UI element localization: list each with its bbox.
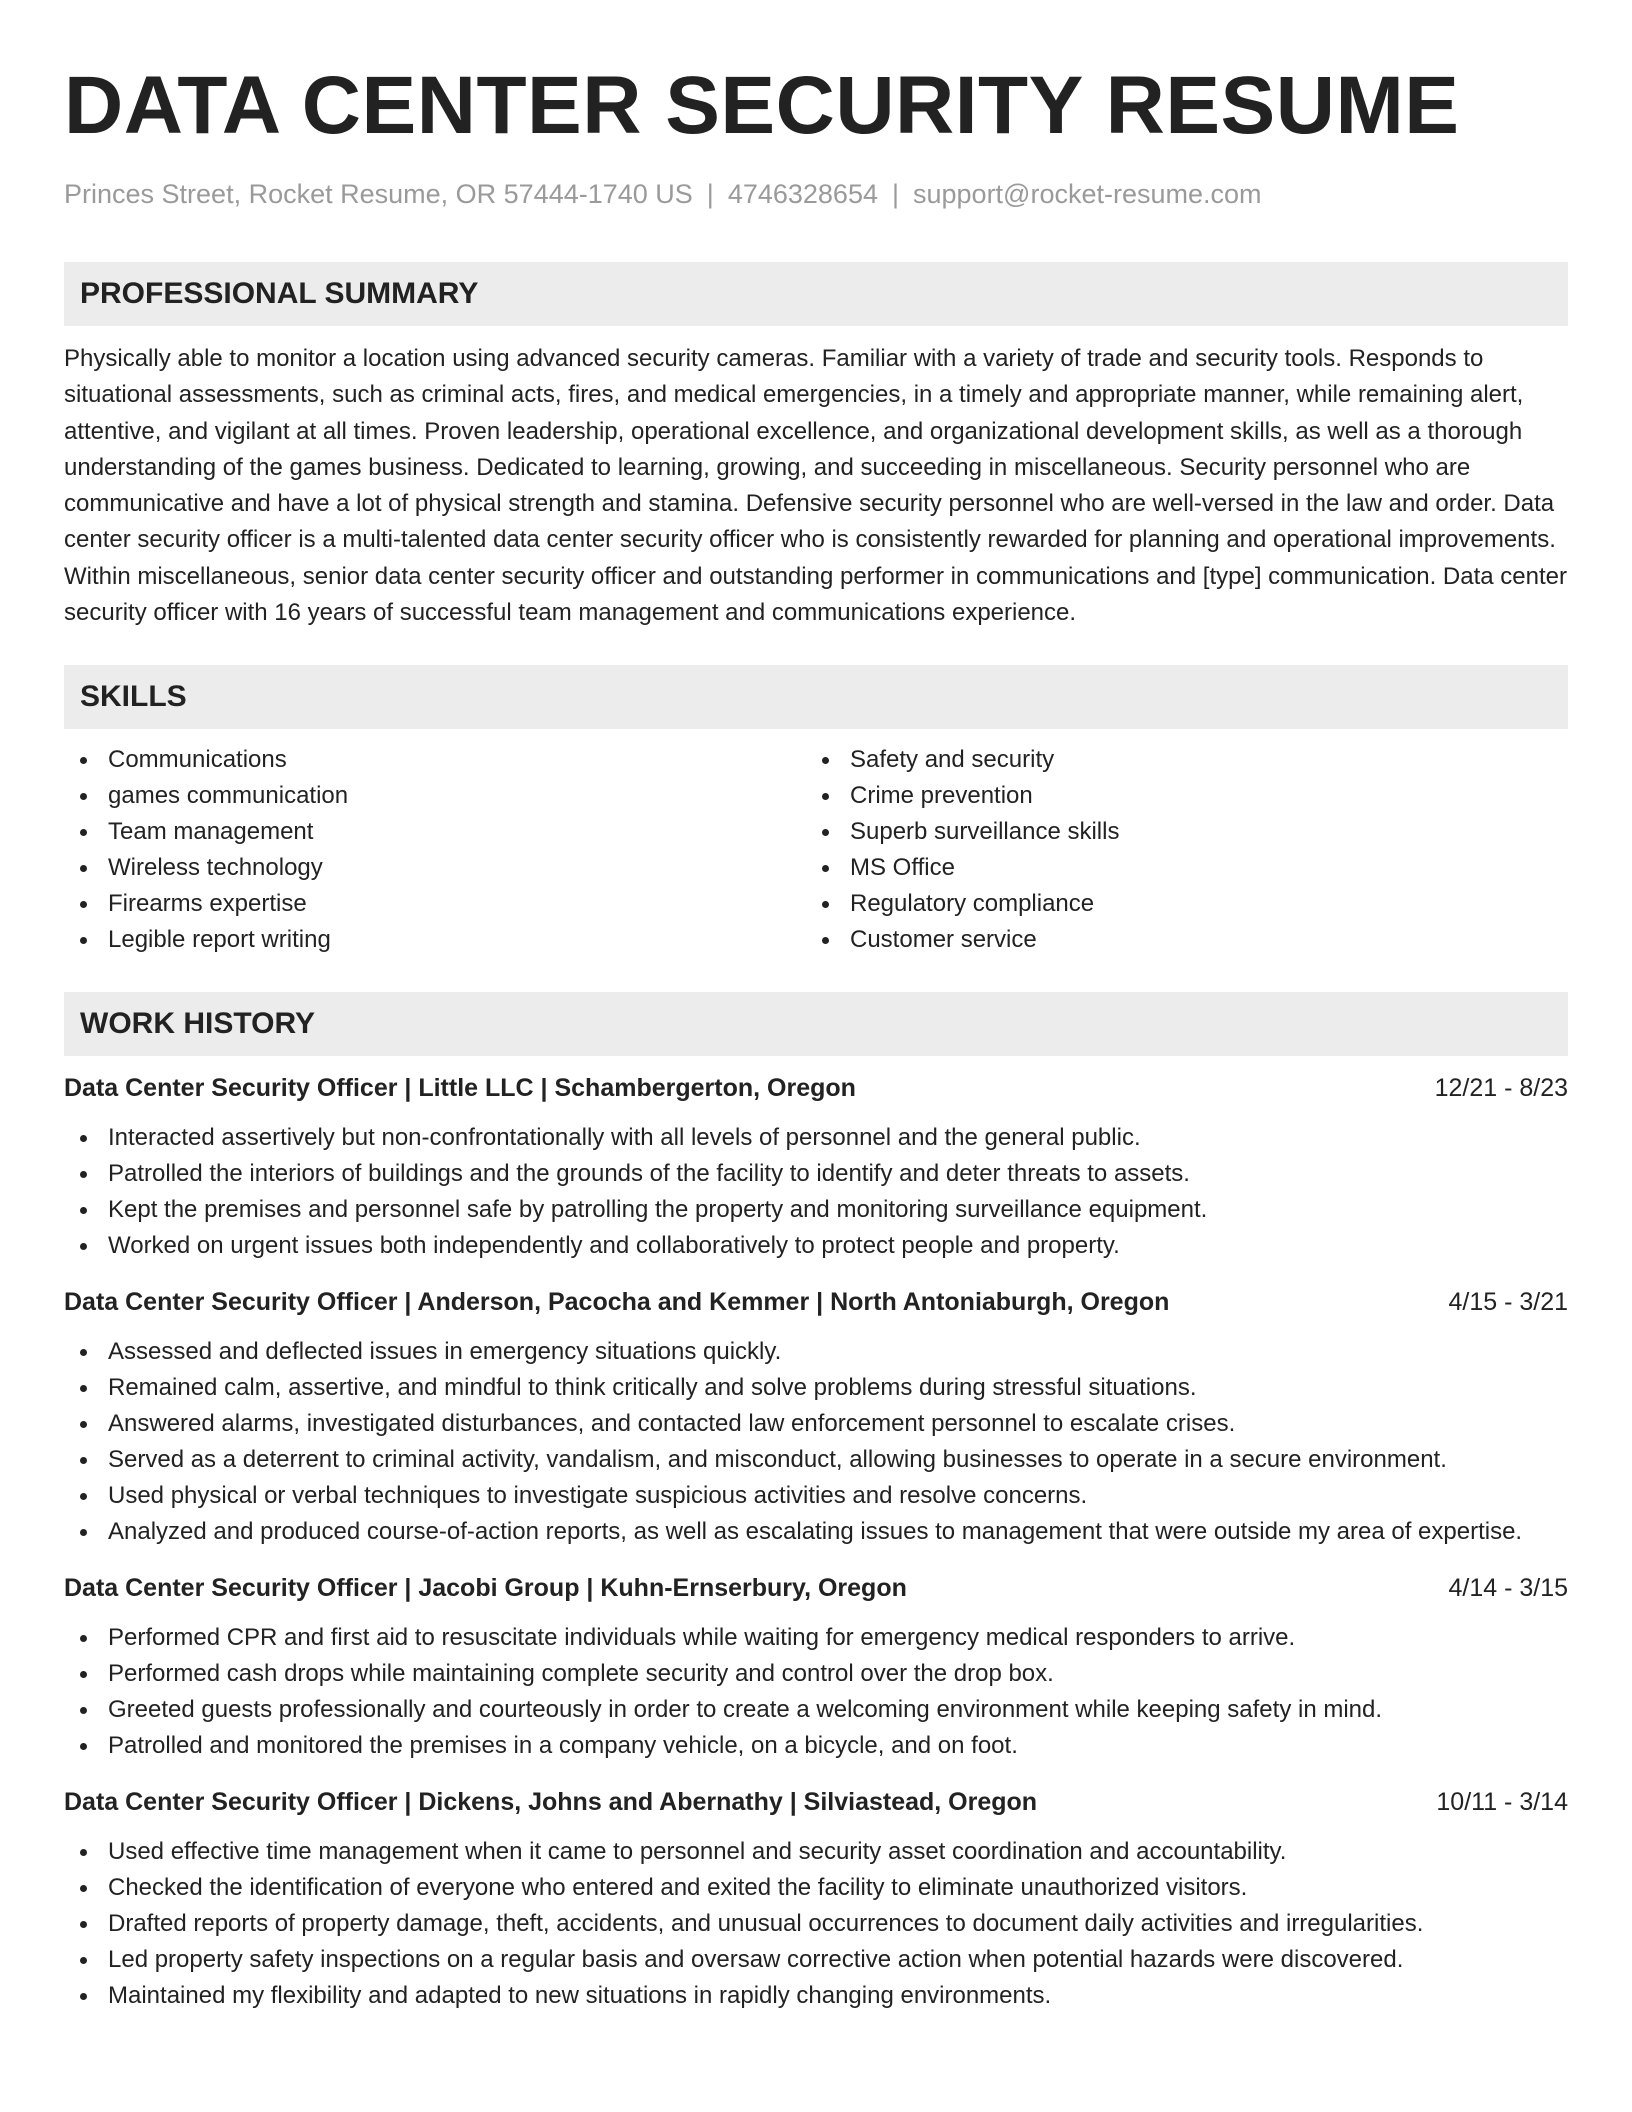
skill-item: Superb surveillance skills <box>806 814 1548 850</box>
skill-item: Safety and security <box>806 742 1548 778</box>
skill-item: Firearms expertise <box>64 886 806 922</box>
skill-item: Communications <box>64 742 806 778</box>
summary-text: Physically able to monitor a location using advanced security cameras. Familiar with a variety of trade and security tools. Responds to situational assessments, such as criminal acts, fires, and medical emergencies, in a timely and appropriate manner, while remaining alert, attentive, and vigilant at all times. Proven leadership, operational excellence, and organizational development skills, as well as a thorough understanding of the games business. Dedicated to learning, growing, and succeeding in miscellaneous. Security personnel who are communicative and have a lot of physical strength and stamina. Defensive security personnel who are well-versed in the law and order. Data center security officer is a multi-talented data center security officer who is consistently rewarded for planning and operational improvements. Within miscellaneous, senior data center security officer and outstanding performer in communications and [type] communication. Data center security officer with 16 years of successful team management and communications experience. <box>64 345 1567 627</box>
job-bullet: Used effective time management when it came to personnel and security asset coordination and accountability. <box>64 1834 1568 1870</box>
skill-item: MS Office <box>806 850 1548 886</box>
job-entry <box>64 1784 1568 2014</box>
contact-line <box>64 176 1568 212</box>
contact-address: Princes Street, Rocket Resume, OR 57444-1740 US <box>64 179 693 209</box>
job-bullet: Drafted reports of property damage, theft, accidents, and unusual occurrences to document daily activities and irregularities. <box>64 1906 1568 1942</box>
skill-item: Regulatory compliance <box>806 886 1548 922</box>
job-bullet: Greeted guests professionally and courteously in order to create a welcoming environment while keeping safety in mind. <box>64 1692 1568 1728</box>
skill-item: Legible report writing <box>64 922 806 958</box>
job-header <box>64 1570 1568 1606</box>
job-title: Data Center Security Officer | Anderson, Pacocha and Kemmer | North Antoniaburgh, Oregon <box>64 1288 1170 1317</box>
job-dates: 12/21 - 8/23 <box>1434 1074 1568 1103</box>
job-bullet: Used physical or verbal techniques to investigate suspicious activities and resolve concerns. <box>64 1478 1568 1514</box>
job-title: Data Center Security Officer | Jacobi Group | Kuhn-Ernserbury, Oregon <box>64 1574 907 1603</box>
job-dates: 4/15 - 3/21 <box>1448 1288 1568 1317</box>
skills-column-left <box>64 742 806 958</box>
job-bullet: Maintained my flexibility and adapted to new situations in rapidly changing environments. <box>64 1978 1568 2014</box>
job-bullet: Patrolled the interiors of buildings and the grounds of the facility to identify and deter threats to assets. <box>64 1156 1568 1192</box>
skill-item: Customer service <box>806 922 1548 958</box>
job-bullet: Answered alarms, investigated disturbances, and contacted law enforcement personnel to escalate crises. <box>64 1406 1568 1442</box>
work-history-list <box>64 1070 1568 2014</box>
job-bullets <box>64 1120 1568 1264</box>
job-bullet: Kept the premises and personnel safe by patrolling the property and monitoring surveillance equipment. <box>64 1192 1568 1228</box>
skill-item: Wireless technology <box>64 850 806 886</box>
job-bullet: Assessed and deflected issues in emergency situations quickly. <box>64 1334 1568 1370</box>
summary-heading: PROFESSIONAL SUMMARY <box>64 262 1568 326</box>
contact-email: support@rocket-resume.com <box>913 179 1262 209</box>
job-bullet: Checked the identification of everyone who entered and exited the facility to eliminate unauthorized visitors. <box>64 1870 1568 1906</box>
job-header <box>64 1284 1568 1320</box>
skills-list <box>64 742 1568 958</box>
job-entry <box>64 1284 1568 1550</box>
contact-separator: | <box>891 179 899 209</box>
job-header <box>64 1070 1568 1106</box>
job-bullets <box>64 1834 1568 2014</box>
job-entry <box>64 1070 1568 1264</box>
contact-phone: 4746328654 <box>727 179 878 209</box>
job-dates: 4/14 - 3/15 <box>1448 1574 1568 1603</box>
skill-item: Crime prevention <box>806 778 1548 814</box>
job-bullet: Worked on urgent issues both independently and collaboratively to protect people and property. <box>64 1228 1568 1264</box>
job-bullet: Served as a deterrent to criminal activity, vandalism, and misconduct, allowing businesses to operate in a secure environment. <box>64 1442 1568 1478</box>
job-bullet: Performed CPR and first aid to resuscitate individuals while waiting for emergency medical responders to arrive. <box>64 1620 1568 1656</box>
job-bullets <box>64 1620 1568 1764</box>
skill-item: Team management <box>64 814 806 850</box>
job-bullet: Remained calm, assertive, and mindful to think critically and solve problems during stressful situations. <box>64 1370 1568 1406</box>
resume-title: DATA CENTER SECURITY RESUME <box>64 60 1460 151</box>
skills-heading: SKILLS <box>64 665 1568 729</box>
job-bullet: Led property safety inspections on a regular basis and oversaw corrective action when potential hazards were discovered. <box>64 1942 1568 1978</box>
job-entry <box>64 1570 1568 1764</box>
skill-item: games communication <box>64 778 806 814</box>
job-dates: 10/11 - 3/14 <box>1436 1788 1568 1817</box>
skills-column-right <box>806 742 1548 958</box>
job-bullet: Analyzed and produced course-of-action reports, as well as escalating issues to management that were outside my area of expertise. <box>64 1514 1568 1550</box>
contact-separator: | <box>706 179 714 209</box>
job-bullet: Performed cash drops while maintaining complete security and control over the drop box. <box>64 1656 1568 1692</box>
job-bullet: Interacted assertively but non-confrontationally with all levels of personnel and the general public. <box>64 1120 1568 1156</box>
job-title: Data Center Security Officer | Little LLC | Schambergerton, Oregon <box>64 1074 856 1103</box>
job-bullet: Patrolled and monitored the premises in a company vehicle, on a bicycle, and on foot. <box>64 1728 1568 1764</box>
job-bullets <box>64 1334 1568 1550</box>
job-title: Data Center Security Officer | Dickens, Johns and Abernathy | Silviastead, Oregon <box>64 1788 1038 1817</box>
work-history-heading: WORK HISTORY <box>64 992 1568 1056</box>
job-header <box>64 1784 1568 1820</box>
